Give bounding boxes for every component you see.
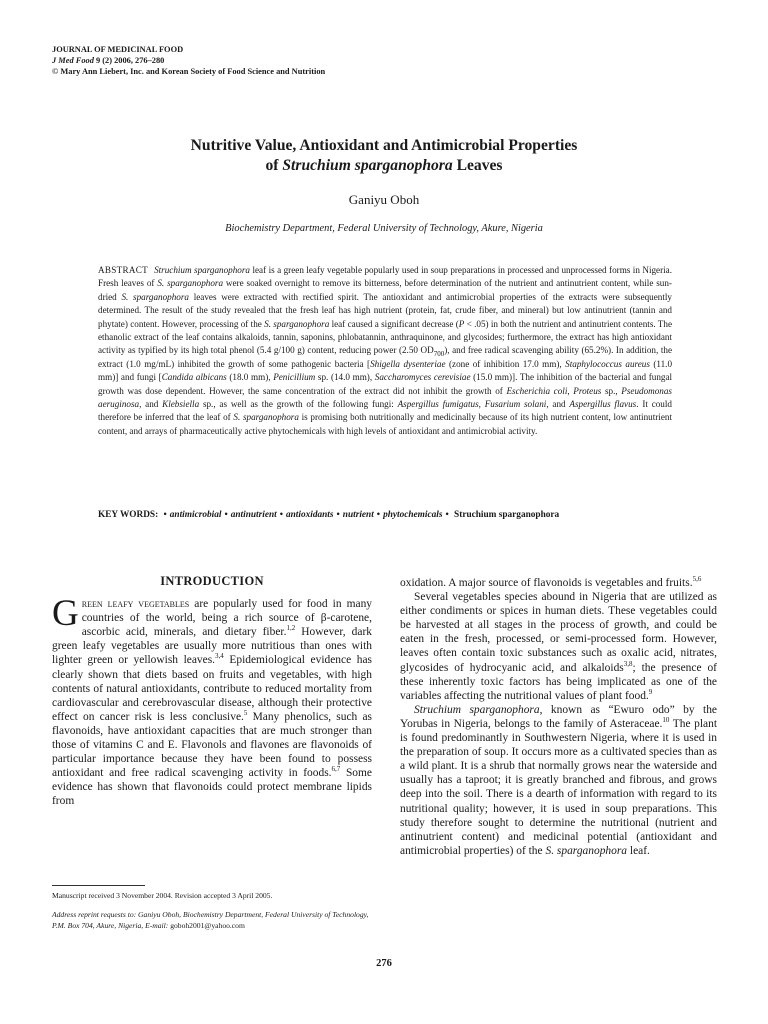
footnote-received: Manuscript received 3 November 2004. Revision accepted 3 April 2005. xyxy=(52,891,273,900)
right-column xyxy=(400,576,717,858)
keyword-bullet: • xyxy=(163,510,167,520)
text-run: Some evidence has shown that flavonoids could protect membrane lipids from xyxy=(52,767,372,808)
keyword-bullet: • xyxy=(336,510,340,520)
email-link[interactable]: goboh2001@yahoo.com xyxy=(170,920,245,930)
journal-abbrev: J Med Food xyxy=(52,56,94,65)
text-run: (15.0 mm)]. The inhibition of the bacterial and fungal growth was dose dependent. However, the same concentration of the extract did not inhibit the growth of xyxy=(98,372,673,396)
text-run: are popularly used for food in many countries of the world, being a rich source of β-carotene, ascorbic acid, minerals, and dietary fiber. xyxy=(81,598,373,639)
intro-paragraph-1 xyxy=(52,593,373,808)
italic-term: P xyxy=(458,318,465,329)
italic-term: Struchium sparganophora xyxy=(154,265,250,275)
abstract xyxy=(98,264,672,438)
lead-in-smallcaps: reen leafy vegetables xyxy=(81,598,190,611)
text-run: Several vegetables species abound in Nigeria that are utilized as either condiments or spices in human diets. These vegetables could be harvested at all stages in the process of growth, and could be eaten in the fresh, processed, or semi-processed form. However, leaves often contain toxic substances such as oxalic acid, nitrates, glycosides of hydrocyanic acid, and alkaloids xyxy=(400,591,717,674)
journal-volume: 9 (2) 2006, 276–280 xyxy=(93,56,165,65)
intro-paragraph-3 xyxy=(400,703,717,858)
text-run: ), and free radical scavenging ability (65.2%). In addition, the extract (1.0 mg/mL) inhibited the growth of some pathogenic bacteria [ xyxy=(98,345,672,369)
keyword: antimicrobial xyxy=(169,510,222,520)
text-run: leaf is a green leafy vegetable popularly used in soup preparations in processed and unprocessed forms in Nigeria. Fresh leaves of xyxy=(98,265,673,289)
text-run: , and xyxy=(139,399,163,410)
italic-term: Escherichia coli xyxy=(506,385,568,396)
keywords-label: KEY WORDS: xyxy=(98,510,159,520)
italic-term: Struchium sparganophora xyxy=(414,703,540,716)
journal-name: JOURNAL OF MEDICINAL FOOD xyxy=(52,45,184,54)
text-run: , xyxy=(478,399,485,410)
text-run: However, dark green leafy vegetables are usually more nutritious than ones with lighter green or yellowish leaves. xyxy=(52,626,372,667)
title-species: Struchium sparganophora xyxy=(282,157,453,174)
italic-term: Shigella dysenteriae xyxy=(370,358,446,369)
intro-paragraph-1-continued xyxy=(400,576,717,590)
italic-term: S. sparganophora xyxy=(157,278,224,289)
italic-term: Penicillium xyxy=(273,372,316,383)
text-run: leaves were extracted with rectified spirit. The antioxidant and antimicrobial properties of the extracts were subsequently determined. The result of the study revealed that the fresh leaf has high nutrient (protein, fat, crude fiber, and mineral) but low antinutrient (tannin and phytate) content. However, processing of the xyxy=(98,291,672,329)
italic-term: Klebsiella xyxy=(162,399,200,410)
italic-term: S. sparganophora xyxy=(264,318,330,329)
footnote-divider xyxy=(52,885,145,886)
text-run: Many phenolics, such as flavonoids, have antioxidant capacities that are much stronger than those of vitamins C and E. Flavonols and flavones are flavonoids of particular importance because they have been found to possess antioxidant and free radical scavenging activity in foods. xyxy=(52,710,372,780)
italic-term: Aspergillus fumigatus xyxy=(397,399,479,410)
intro-paragraph-2 xyxy=(400,590,717,703)
keyword: antinutrient xyxy=(230,510,277,520)
citation-ref: 5,6 xyxy=(692,575,702,584)
text-run: ; the presence of these inherently toxic factors has being implicated as one of the variables affecting the nutritional values of plant food. xyxy=(400,661,717,702)
keyword-bullet: • xyxy=(279,510,283,520)
address-text: Address reprint requests to: Ganiyu Oboh, Biochemistry Department, Federal University of Technology, P.M. Box 704, Akure, Nigeria, E-mail: xyxy=(52,910,369,930)
italic-term: Candida albicans xyxy=(161,372,227,383)
copyright-line: © Mary Ann Liebert, Inc. and Korean Society of Food Science and Nutrition xyxy=(52,67,326,76)
keywords xyxy=(98,510,672,520)
text-run: < .05) in both the nutrient and antinutrient contents. The ethanolic extract of the leaf contains alkaloids, tannin, saponins, phlobatannin, anthraquinone, and glycosides; furthermore, the extract has high antioxidant activity as typified by its high total phenol (5.4 g/100 g) content, reducing power (2.50 OD xyxy=(98,318,672,356)
title-leaves: Leaves xyxy=(452,157,503,174)
italic-term: Aspergillus flavus xyxy=(569,399,637,410)
journal-header xyxy=(52,44,325,77)
keyword-bullet: • xyxy=(224,510,228,520)
citation-ref: 9 xyxy=(648,687,653,696)
italic-term: Pseudomonas aeruginosa xyxy=(98,385,672,410)
page-number: 276 xyxy=(376,958,392,969)
text-run: leaf caused a significant decrease ( xyxy=(329,318,459,329)
citation-ref: 10 xyxy=(662,716,670,725)
italic-term: Fusarium solani xyxy=(484,399,547,410)
abstract-body xyxy=(98,265,672,436)
title-line-2 xyxy=(90,156,678,176)
italic-term: S. sparganophora xyxy=(545,844,628,857)
article-title xyxy=(90,136,678,176)
keywords-list xyxy=(161,510,452,520)
keyword-species: Struchium sparganophora xyxy=(454,510,560,520)
drop-cap: G xyxy=(52,593,79,635)
italic-term: Saccharomyces cerevisiae xyxy=(374,372,471,383)
title-line-1: Nutritive Value, Antioxidant and Antimicrobial Properties xyxy=(190,137,578,154)
italic-term: Proteus xyxy=(573,385,602,396)
citation-ref: 5 xyxy=(243,709,248,718)
section-heading-introduction: INTRODUCTION xyxy=(160,574,264,588)
citation-ref: 6,7 xyxy=(331,765,341,774)
italic-term: S. sparganophora xyxy=(233,412,299,423)
text-run: sp. (14.0 mm), xyxy=(315,372,375,383)
keyword-bullet: • xyxy=(445,510,449,520)
title-of: of xyxy=(265,157,283,174)
citation-ref: 3,4 xyxy=(215,652,224,661)
keyword: phytochemicals xyxy=(383,510,443,520)
text-run: , xyxy=(567,385,574,396)
citation-ref: 3,8 xyxy=(623,659,633,668)
text-run: oxidation. A major source of flavonoids is vegetables and fruits. xyxy=(400,577,693,589)
italic-term: Staphylococcus aureus xyxy=(565,358,650,369)
text-run: , and xyxy=(546,399,570,410)
text-run: is promising both nutritionally and medicinally because of its high nutrient content, low antinutrient content, and arrays of pharmaceutically active phytochemicals with high levels of antioxidant and antimicrobial activity. xyxy=(98,412,672,436)
author-name: Ganiyu Oboh xyxy=(348,192,420,207)
intro-paragraph-1-body xyxy=(52,593,373,808)
text-run: . It could therefore be inferred that the leaf of xyxy=(98,399,672,423)
text-run: Epidemiological evidence has clearly shown that diets based on fruits and vegetables, with high contents of natural antioxidants, contribute to reduced mortality from cardiovascular and cerebrovascular disease, although their protective effect on cancer risk is less conclusive. xyxy=(52,654,373,723)
text-run: (18.0 mm), xyxy=(226,372,274,383)
keyword-bullet: • xyxy=(376,510,381,520)
text-run: were soaked overnight to remove its bitterness, before determination of the nutrient and antinutrient content, while sun-dried xyxy=(98,278,672,302)
text-run: sp., as well as the growth of the following fungi: xyxy=(199,399,398,410)
abstract-label: ABSTRACT xyxy=(98,265,149,275)
footnote-address xyxy=(52,910,372,931)
left-column xyxy=(52,574,372,809)
italic-term: S. sparganophora xyxy=(121,291,189,302)
text-run: sp., xyxy=(601,385,622,396)
citation-ref: 1,2 xyxy=(286,624,296,633)
journal-citation xyxy=(52,55,325,66)
text-run: The plant is found predominantly in Southwestern Nigeria, where it is used in the preparation of soup. It occurs more as a cultivated species than as a wild plant. It is a shrub that normally grows near the waterside and usually has a taproot; it is greatly branched and fibrous, and grows deep into the soil. There is a dearth of information with regard to its nutritional quality; however, it is used in soup preparations. This study therefore sought to determine the nutritional (nutrient and antinutrient content) and medicinal potential (antioxidant and antimicrobial properties) of the xyxy=(400,717,718,857)
text-run: (zone of inhibition 17.0 mm), xyxy=(445,358,566,369)
author-affiliation: Biochemistry Department, Federal University of Technology, Akure, Nigeria xyxy=(225,223,543,234)
text-run: 700 xyxy=(433,350,445,359)
keyword: nutrient xyxy=(342,510,374,520)
text-run: (11.0 mm)] and fungi [ xyxy=(98,358,673,383)
keyword: antioxidants xyxy=(285,510,334,520)
text-run: , known as “Ewuro odo” by the Yorubas in Nigeria, belongs to the family of Asteraceae. xyxy=(400,703,718,730)
text-run: leaf. xyxy=(627,844,650,857)
